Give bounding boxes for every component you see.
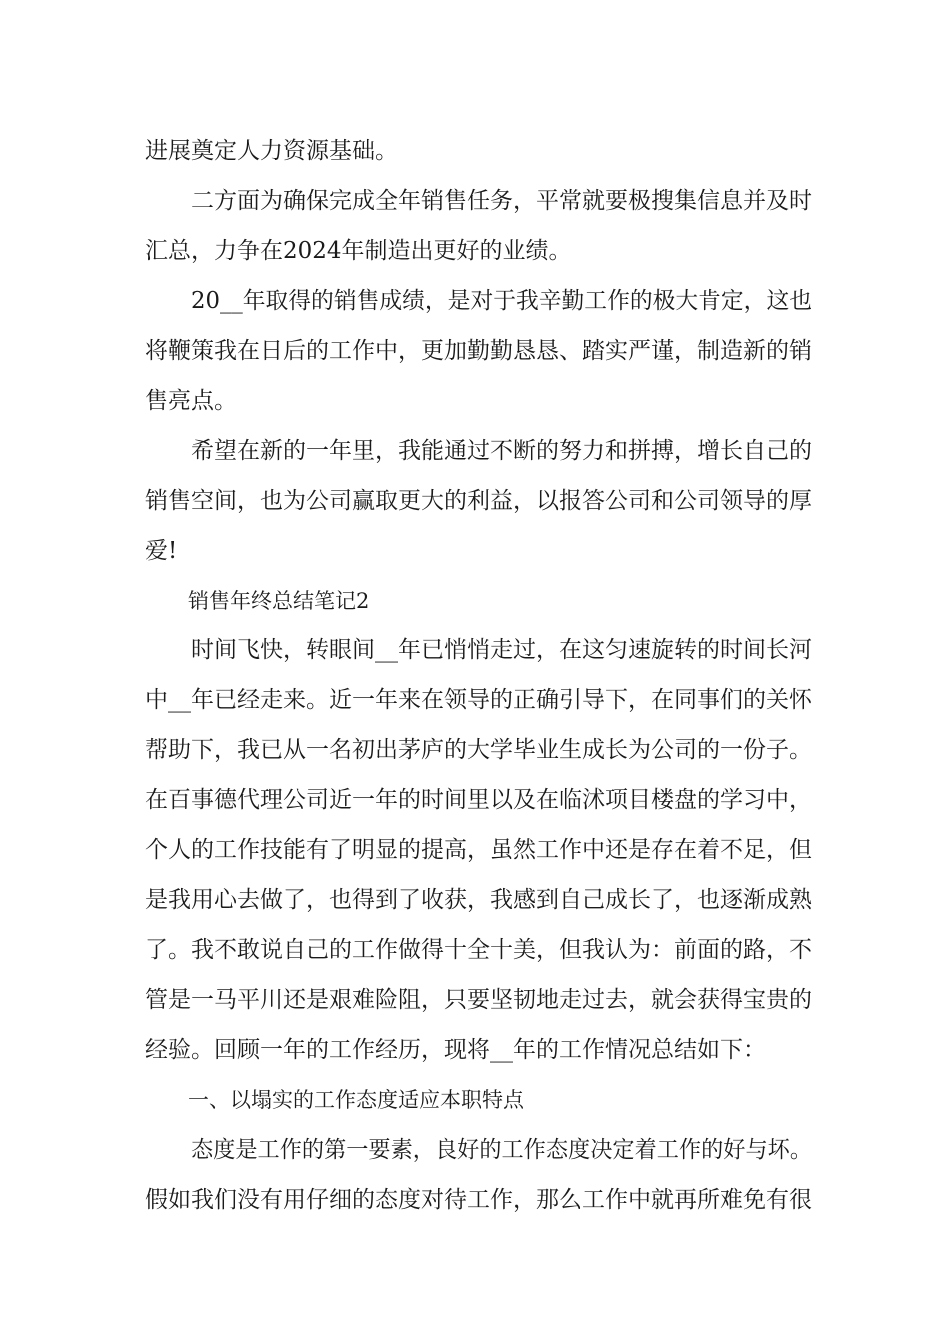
line-text: 销售空间，也为公司赢取更大的利益，以报答公司和公司领导的厚 [145,488,812,514]
text-line [0,331,950,371]
line-text: 时间飞快，转眼间__年已悄悄走过，在这匀速旋转的时间长河 [191,637,812,663]
text-line [0,281,950,321]
text-line [0,1130,950,1170]
text-line [0,381,950,421]
line-text: 中__年已经走来。近一年来在领导的正确引导下，在同事们的关怀 [145,687,812,713]
section-heading [0,581,950,621]
line-text: 个人的工作技能有了明显的提高，虽然工作中还是存在着不足，但 [145,837,812,863]
text-line [0,531,950,571]
text-line [0,930,950,970]
line-text: 进展奠定人力资源基础。 [145,138,398,164]
line-text: 20__年取得的销售成绩，是对于我辛勤工作的极大肯定，这也 [191,288,813,314]
line-text: 态度是工作的第一要素，良好的工作态度决定着工作的好与坏。 [191,1137,813,1163]
text-line [0,1180,950,1220]
text-line [0,181,950,221]
line-text: 爱! [145,538,178,564]
line-text: 将鞭策我在日后的工作中，更加勤勤恳恳、踏实严谨，制造新的销 [145,338,812,364]
text-line [0,730,950,770]
text-line [0,780,950,820]
text-line [0,630,950,670]
line-text: 了。我不敢说自己的工作做得十全十美，但我认为：前面的路，不 [145,937,812,963]
line-text: 管是一马平川还是艰难险阻，只要坚韧地走过去，就会获得宝贵的 [145,987,812,1013]
text-line [0,231,950,271]
text-line [0,980,950,1020]
line-text: 售亮点。 [145,388,237,414]
text-line [0,431,950,471]
line-text: 经验。回顾一年的工作经历，现将__年的工作情况总结如下： [145,1037,766,1063]
text-line [0,1030,950,1070]
text-line [0,680,950,720]
line-text: 是我用心去做了，也得到了收获，我感到自己成长了，也逐渐成熟 [145,887,812,913]
text-line [0,830,950,870]
line-text: 二方面为确保完成全年销售任务，平常就要极搜集信息并及时 [191,188,812,214]
line-text: 汇总，力争在2024年制造出更好的业绩。 [145,238,572,264]
heading-text: 销售年终总结笔记2 [188,589,370,613]
section-heading [0,1080,950,1120]
line-text: 希望在新的一年里，我能通过不断的努力和拼搏，增长自己的 [191,438,812,464]
text-line [0,880,950,920]
heading-text: 一、以塌实的工作态度适应本职特点 [188,1088,524,1112]
text-line [0,481,950,521]
line-text: 在百事德代理公司近一年的时间里以及在临沭项目楼盘的学习中， [145,787,812,813]
text-line [0,131,950,171]
line-text: 帮助下，我已从一名初出茅庐的大学毕业生成长为公司的一份子。 [145,737,812,763]
line-text: 假如我们没有用仔细的态度对待工作，那么工作中就再所难免有很 [145,1187,812,1213]
